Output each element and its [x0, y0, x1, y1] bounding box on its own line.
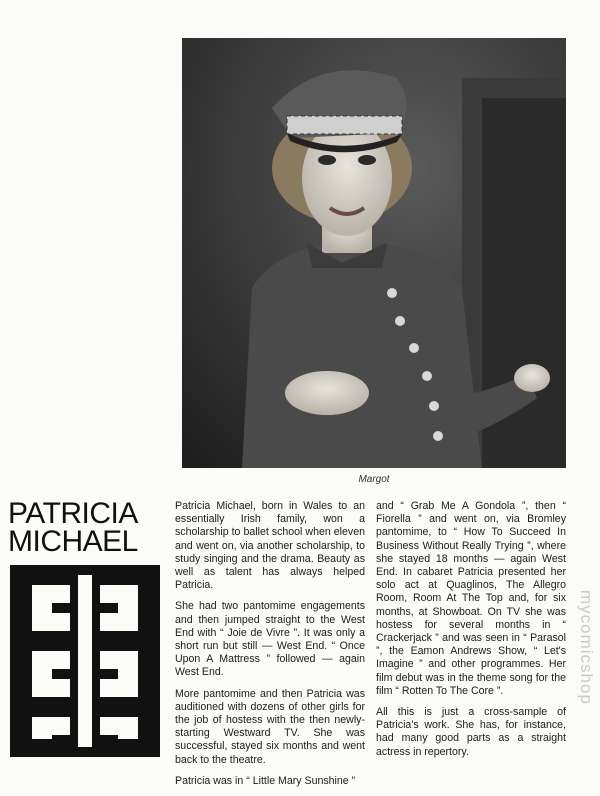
article-column-1: [175, 500, 365, 796]
portrait-photo: [182, 38, 566, 468]
paragraph: All this is just a cross-sample of Patricia's work. She has, for instance, had many good parts as a straight actress in repertory.: [376, 706, 566, 758]
paragraph: Patricia was in “ Little Mary Sunshine ”: [175, 774, 356, 787]
photo-caption: Margot: [358, 474, 390, 485]
paragraph: and “ Grab Me A Gondola ”, then “ Fiorella ” and went on, via Bromley pantomime, to “ How To Succeed In Business Without Really Trying ”, where she stayed 18 months — again West End. In cabaret Patricia presented her solo act at Quaglinos, The Allegro Room, Room At The Top and, for six months, at Showboat. On TV she was hostess for several months in “ Crackerjack ” and was seen in “ Parasol ”, the Eamon Andrews Show, “ Let's Imagine ” and other programmes. Her film debut was in the theme song for the film “ Rotten To The Core ”.: [376, 500, 566, 697]
article-heading: [8, 497, 168, 558]
watermark: mycomicshop: [577, 590, 596, 705]
paragraph: Patricia Michael, born in Wales to an essentially Irish family, won a scholarship to ballet school when eleven and went on, via another scholarship, to study singing and the drama. Beauty as well as talent has always helped Patricia.: [175, 500, 365, 592]
paragraph: She had two pantomime engagements and then jumped straight to the West End with “ Joie de Vivre ”. It was only a short run but still — West End. “ Once Upon A Mattress ” followed — again West End.: [175, 600, 365, 679]
heading-line-2: MICHAEL: [8, 525, 138, 558]
paragraph: More pantomime and then Patricia was auditioned with dozens of other girls for the job of hostess with the then newly-starting Westward TV. She was successful, stayed six months and went back to the theatre.: [175, 687, 365, 766]
article-column-2: [376, 500, 566, 767]
decorative-logo: [10, 565, 160, 757]
heading-line-1: PATRICIA: [8, 497, 138, 530]
